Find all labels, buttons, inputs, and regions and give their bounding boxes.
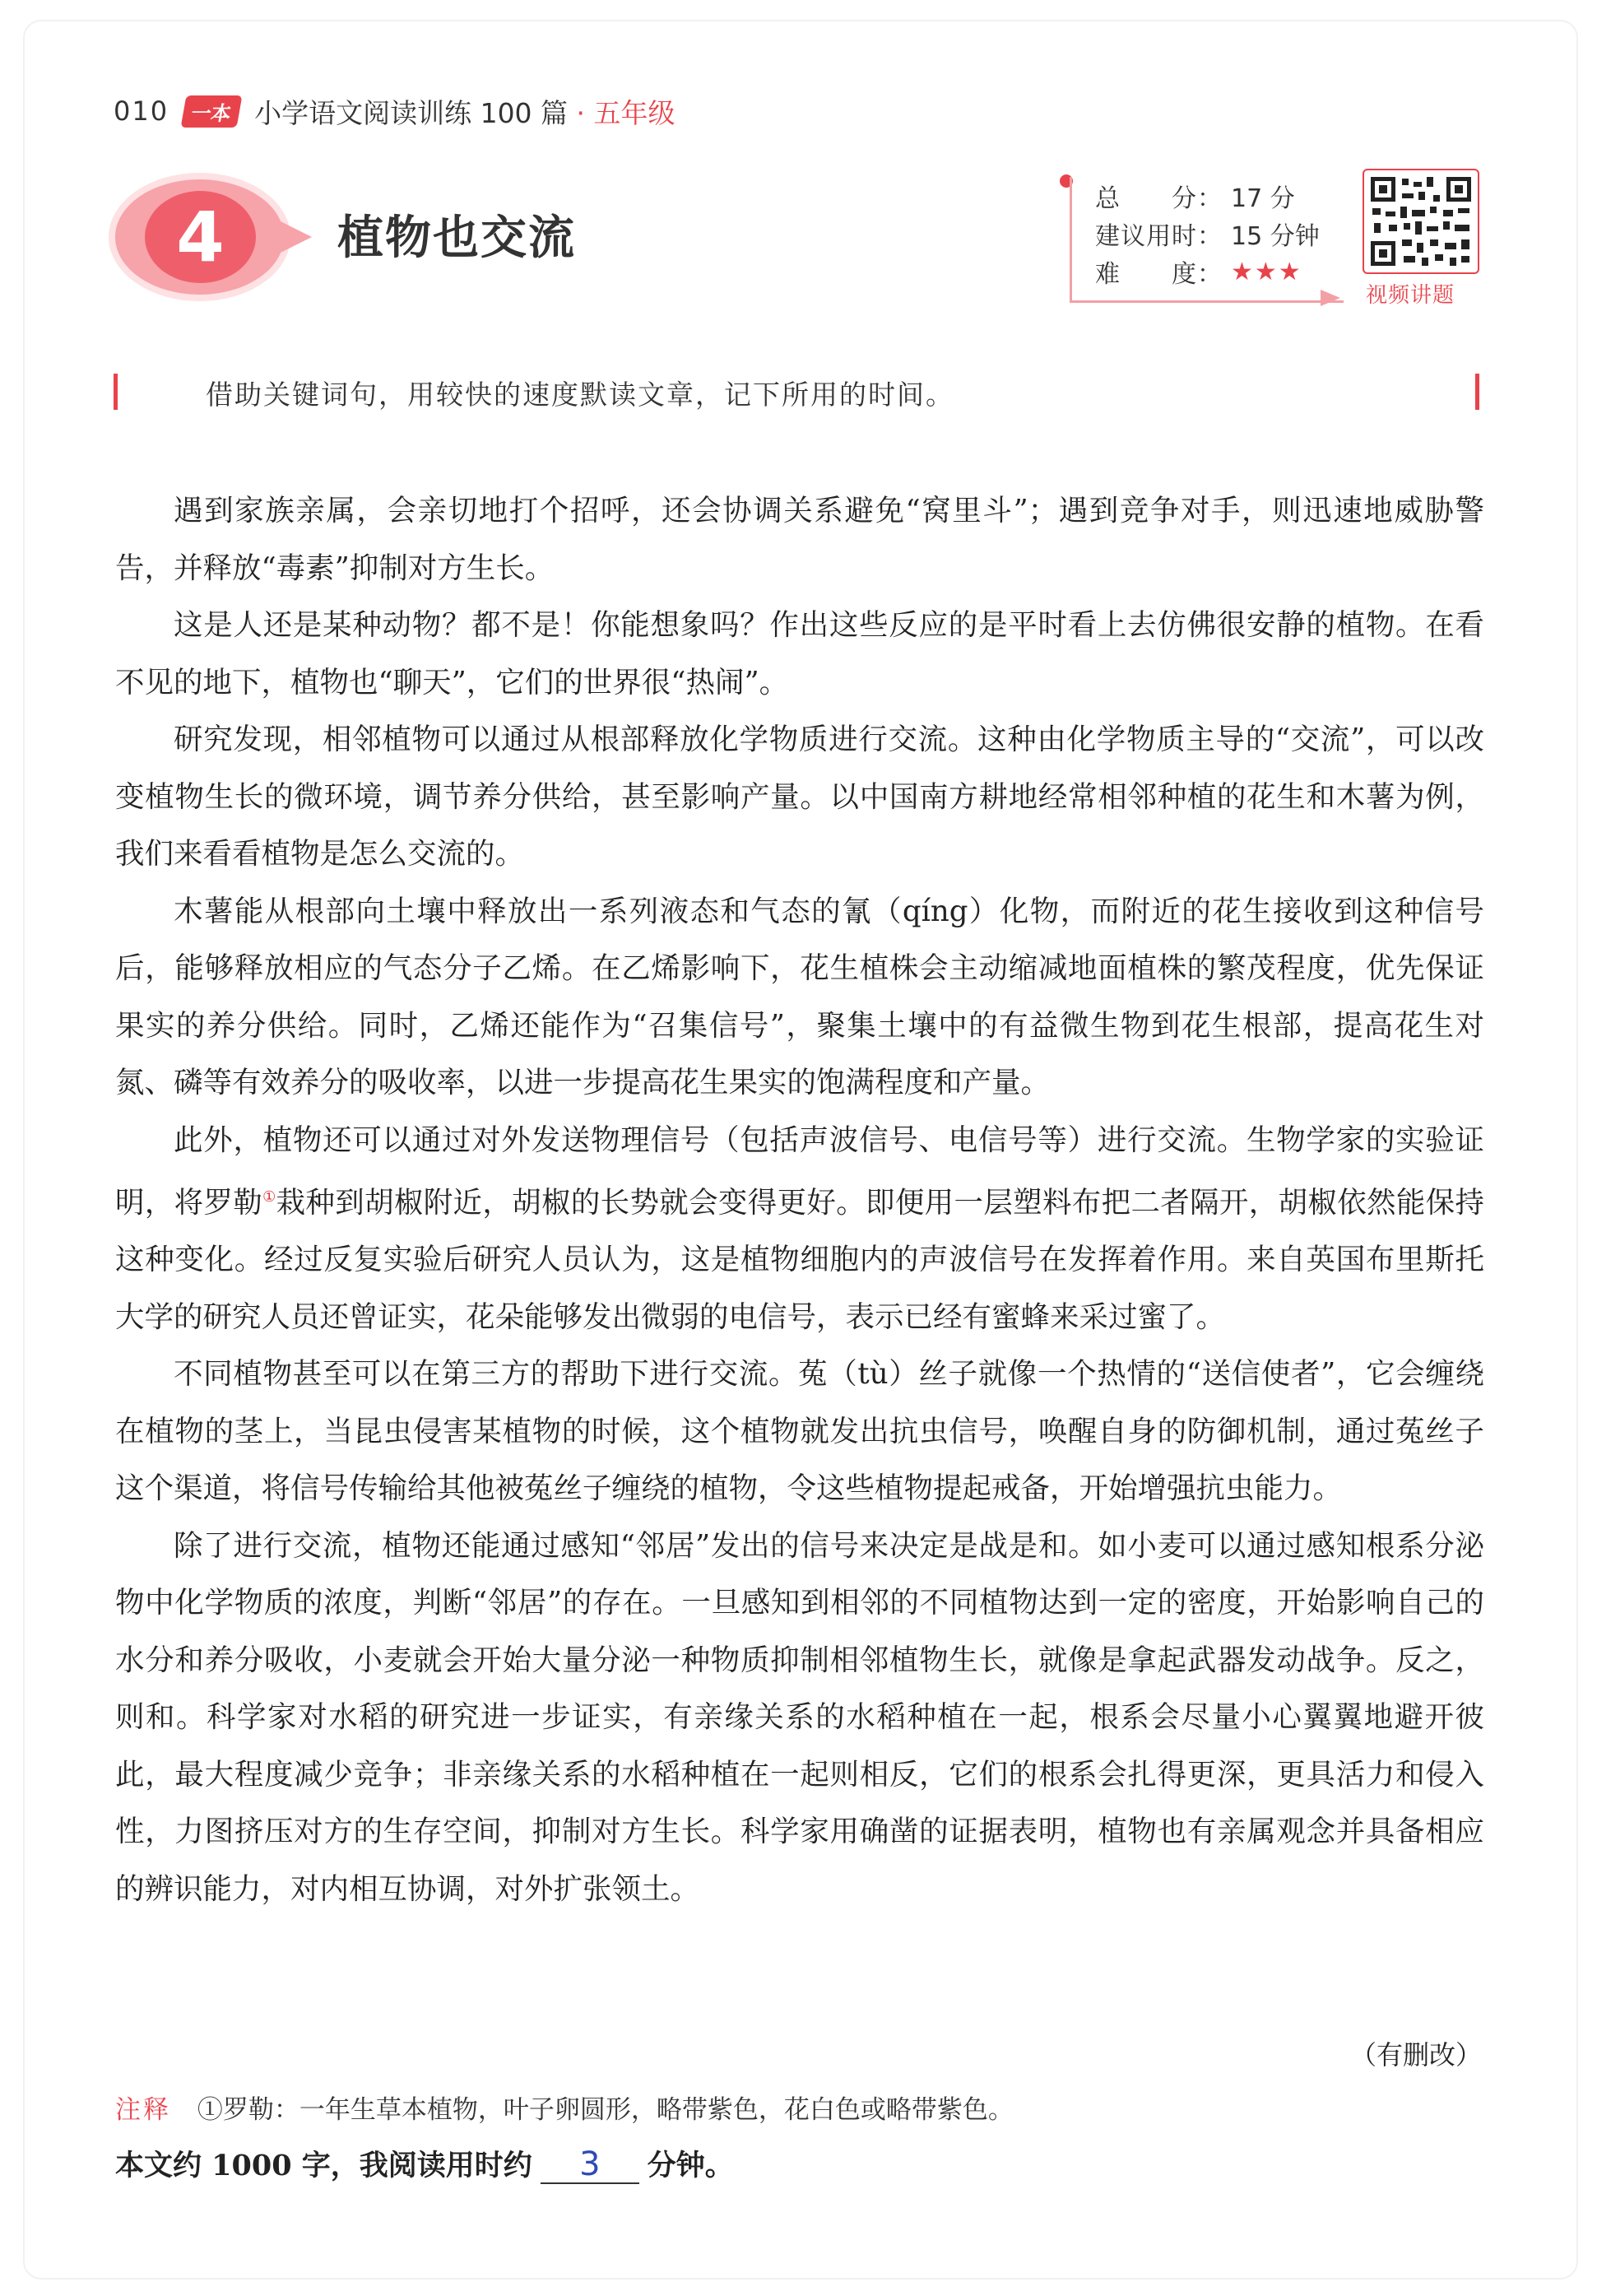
reading-time-suffix: 分钟。 [647,2149,734,2182]
instruction-bar-left [114,374,118,410]
total-label: 总 分： [1095,184,1223,213]
qr-code-icon [1364,170,1478,272]
brand-logo: 一本 [181,95,243,128]
footnote-mark: ① [262,1188,276,1206]
paragraph-text: 栽种到胡椒附近，胡椒的长势就会变得更好。即便用一层塑料布把二者隔开，胡椒依然能保持这种变化。经过反复实验后研究人员认为，这是植物细胞内的声波信号在发挥着作用。来自英国布里斯托大学的研究人员还曾证实，花朵能够发出微弱的电信号，表示已经有蜜蜂来采过蜜了。 [115,1185,1484,1334]
paragraph: 这是人还是某种动物？都不是！你能想象吗？作出这些反应的是平时看上去仿佛很安静的植物。在看不见的地下，植物也“聊天”，它们的世界很“热闹”。 [115,608,1484,699]
paragraph: 除了进行交流，植物还能通过感知“邻居”发出的信号来决定是战是和。如小麦可以通过感知根系分泌物中化学物质的浓度，判断“邻居”的存在。一旦感知到相邻的不同植物达到一定的密度，开始影响自己的水分和养分吸收，小麦就会开始大量分泌一种物质抑制相邻植物生长，就像是拿起武器发动战争。反之，则和。科学家对水稻的研究进一步证实，有亲缘关系的水稻种植在一起，根系会尽量小心翼翼地避开彼此，最大程度减少竞争；非亲缘关系的水稻种植在一起则相反，它们的根系会扎得更深，更具活力和侵入性，力图挤压对方的生存空间，抑制对方生长。科学家用确凿的证据表明，植物也有亲属观念并具备相应的辨识能力，对内相互协调，对外扩张领土。 [115,1528,1484,1906]
article-body [115,482,1484,1917]
qr-video-label[interactable]: 视频讲题 [1366,283,1455,308]
instruction-bar [114,370,1479,413]
paragraph: 木薯能从根部向土壤中释放出一系列液态和气态的氰（qíng）化物，而附近的花生接收到这种信号后，能够释放相应的气态分子乙烯。在乙烯影响下，花生植株会主动缩减地面植株的繁茂程度，优先保证果实的养分供给。同时，乙烯还能作为“召集信号”，聚集土壤中的有益微生物到花生根部，提高花生对氮、磷等有效养分的吸收率，以进一步提高花生果实的饱满程度和产量。 [115,894,1484,1099]
reading-time-prefix: 本文约 1000 字，我阅读用时约 [115,2149,532,2182]
footnote [115,2089,1014,2126]
total-value: 17 分 [1231,184,1295,213]
series-separator: · [576,96,586,129]
time-value: 15 分钟 [1231,222,1320,251]
time-row [1072,215,1344,253]
paragraph: 研究发现，相邻植物可以通过从根部释放化学物质进行交流。这种由化学物质主导的“交流”，可以改变植物生长的微环境，调节养分供给，甚至影响产量。以中国南方耕地经常相邻种植的花生和木薯为例，我们来看看植物是怎么交流的。 [115,723,1484,871]
difficulty-row [1072,253,1344,290]
source-note: （有删改） [1349,2039,1482,2071]
footnote-label: 注释 [115,2095,171,2125]
arrow-icon [1321,290,1340,306]
difficulty-label: 难 度： [1095,260,1223,289]
lesson-title: 植物也交流 [337,211,576,265]
page-number: 010 [114,95,169,127]
lesson-number-badge [115,179,284,295]
series-name: 小学语文阅读训练 100 篇 [254,96,569,129]
difficulty-stars: ★★★ [1231,257,1302,286]
time-label: 建议用时： [1095,222,1223,251]
lesson-number: 4 [176,197,225,277]
grade-label: 五年级 [593,96,675,129]
reading-time-answer[interactable]: 3 [541,2146,639,2184]
qr-code[interactable] [1363,169,1479,274]
paragraph: 不同植物甚至可以在第三方的帮助下进行交流。菟（tù）丝子就像一个热情的“送信使者”，它会缠绕在植物的茎上，当昆虫侵害某植物的时候，这个植物就发出抗虫信号，唤醒自身的防御机制，通过菟丝子这个渠道，将信号传输给其他被菟丝子缠绕的植物，令这些植物提起戒备，开始增强抗虫能力。 [115,1357,1484,1506]
paragraph [115,1112,1484,1346]
series-title [254,92,675,131]
paragraph-text: 此外，植物还可以通过对外发送物理信号（包括声波信号、电信号等）进行交流。生物学家的实验证明，将罗勒 [115,1122,1484,1220]
instruction-text: 借助关键词句，用较快的速度默读文章，记下所用的时间。 [206,379,954,411]
lesson-number-circle [145,191,256,283]
page-header [114,92,675,130]
paragraph: 遇到家族亲属，会亲切地打个招呼，还会协调关系避免“窝里斗”；遇到竞争对手，则迅速地威胁警告，并释放“毒素”抑制对方生长。 [115,494,1484,585]
reading-time-line [115,2143,734,2184]
total-score-row [1072,177,1344,215]
footnote-text: ①罗勒：一年生草本植物，叶子卵圆形，略带紫色，花白色或略带紫色。 [197,2095,1014,2125]
instruction-bar-right [1475,374,1479,410]
info-box [1070,177,1344,303]
